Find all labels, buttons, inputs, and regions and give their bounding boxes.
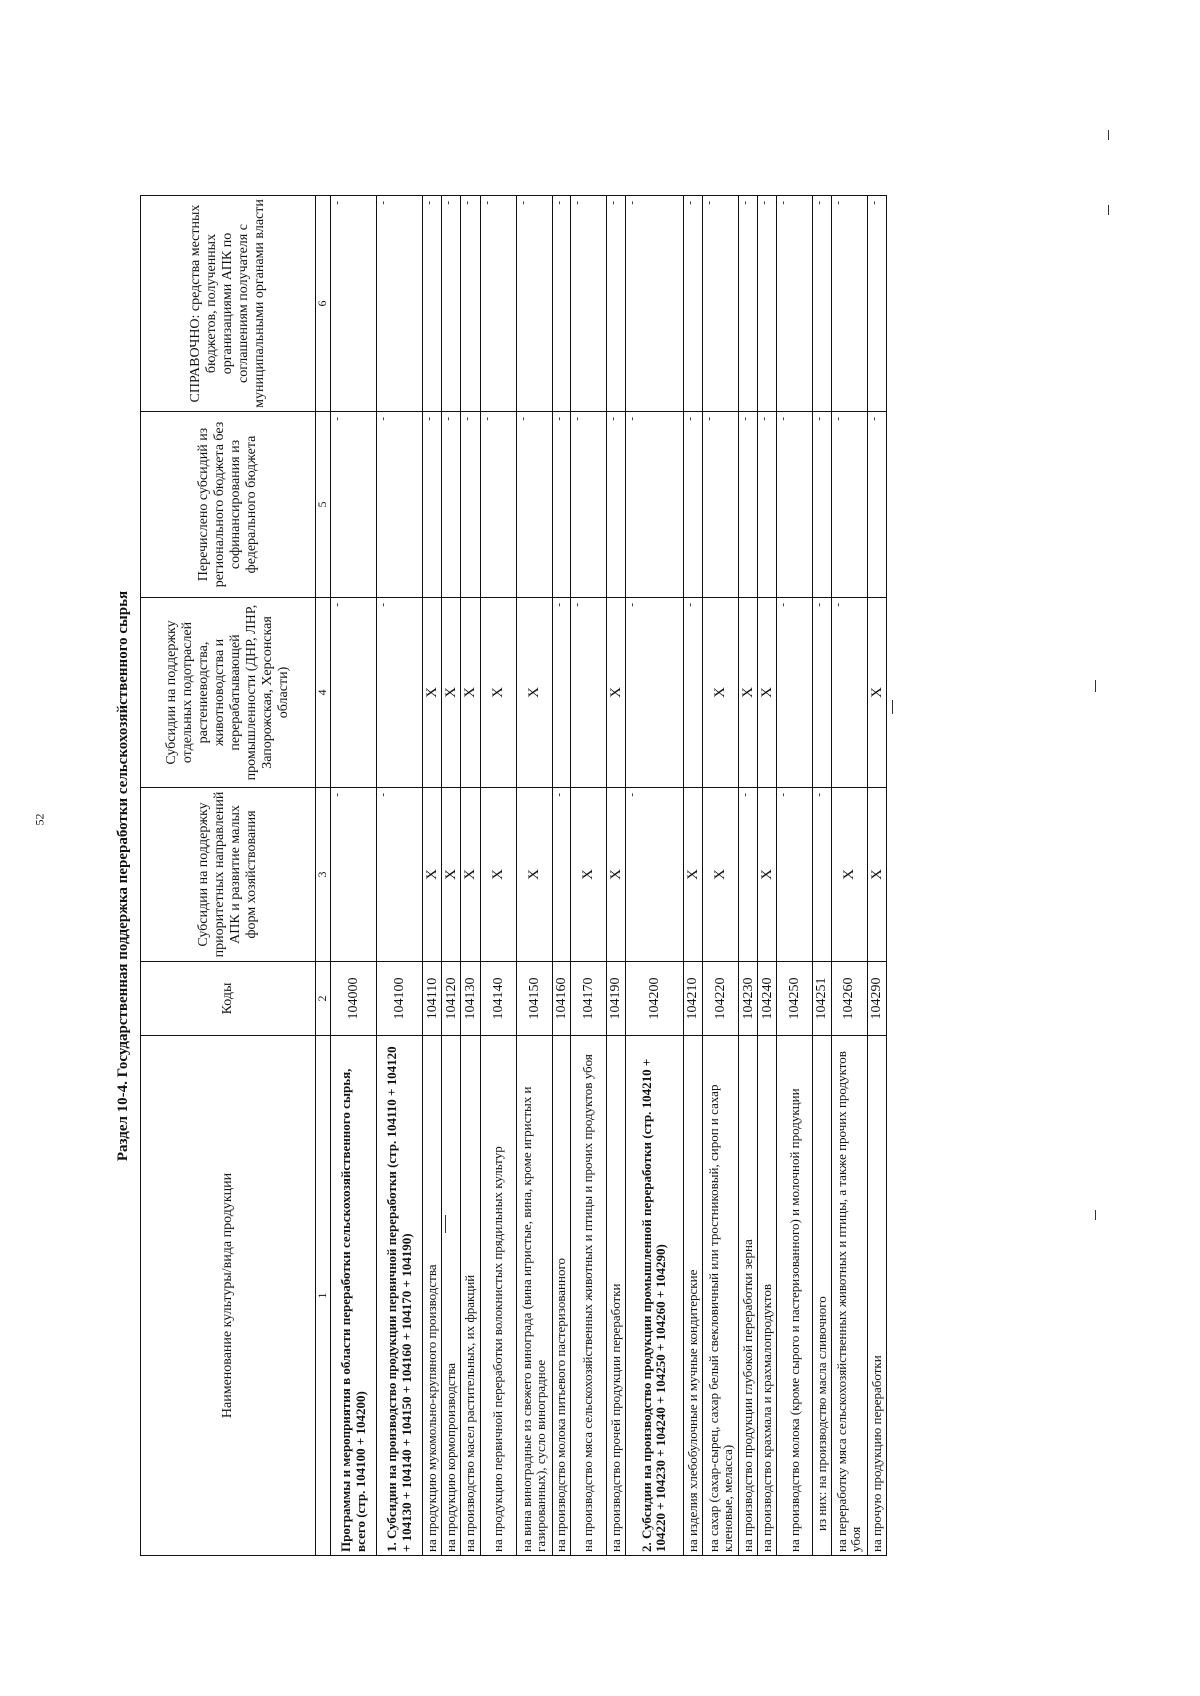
cell-col3: - (739, 788, 758, 962)
column-number: 4 (316, 598, 331, 788)
cell-col3: - (331, 788, 377, 962)
row-code: 104110 (423, 962, 442, 1036)
cell-col5: - (625, 412, 683, 598)
cell-col5: - (570, 412, 606, 598)
cell-col3: X (461, 788, 480, 962)
cell-col3: X (867, 788, 886, 962)
cell-col5: - (813, 412, 831, 598)
table-row (377, 196, 423, 1556)
cell-col3: - (552, 788, 570, 962)
header-subsector-subsidies: Субсидии на поддержку отдельных подотраслей растениеводства, животноводства и перерабатывающей промышленности (ДНР, ЛНР, Запорожская, Херсонская области) (141, 598, 316, 788)
cell-col5: - (331, 412, 377, 598)
cell-col6: - (813, 196, 831, 412)
cell-col5: - (831, 412, 867, 598)
cell-col3: X (683, 788, 702, 962)
row-name: на производство продукции глубокой переработки зерна (739, 1036, 758, 1556)
cell-col5: - (461, 412, 480, 598)
cell-col6: - (683, 196, 702, 412)
cell-col5: - (739, 412, 758, 598)
cell-col6: - (831, 196, 867, 412)
rotated-page (110, 196, 1090, 1556)
header-name: Наименование культуры/вида продукции (141, 1036, 316, 1556)
table-row (831, 196, 867, 1556)
cell-col4: X (442, 598, 461, 788)
row-code: 104230 (739, 962, 758, 1036)
row-name: на производство прочей продукции переработки (606, 1036, 625, 1556)
header-priority-subsidies: Субсидии на поддержку приоритетных направлений АПК и развитие малых форм хозяйствования (141, 788, 316, 962)
cell-col6: - (625, 196, 683, 412)
cell-col5: - (703, 412, 739, 598)
cell-col5: - (516, 412, 552, 598)
table-row (758, 196, 777, 1556)
cell-col4: - (377, 598, 423, 788)
cell-col5: - (377, 412, 423, 598)
cell-col6: - (606, 196, 625, 412)
cell-col6: - (480, 196, 516, 412)
cell-col3: X (442, 788, 461, 962)
cell-col5: - (606, 412, 625, 598)
cell-col3: X (570, 788, 606, 962)
row-name: Программы и мероприятия в области переработки сельскохозяйственного сырья, всего (стр. 104100 + 104200) (331, 1036, 377, 1556)
cell-col6: - (777, 196, 813, 412)
cell-col4: - (625, 598, 683, 788)
row-code: 104260 (831, 962, 867, 1036)
cell-col5: - (552, 412, 570, 598)
table-row (625, 196, 683, 1556)
cell-col4: - (683, 598, 702, 788)
header-local-budgets: СПРАВОЧНО: средства местных бюджетов, полученных организациями АПК по соглашениям получателя с муниципальными органами власти (141, 196, 316, 412)
cell-col4: - (552, 598, 570, 788)
row-name: 1. Субсидии на производство продукции первичной переработки (стр. 104110 + 104120 + 104130 + 104140 + 104150 + 104160 + 104170 + 104190) (377, 1036, 423, 1556)
cell-col4: X (423, 598, 442, 788)
cell-col6: - (739, 196, 758, 412)
cell-col6: - (442, 196, 461, 412)
table-row (423, 196, 442, 1556)
cell-col4: X (461, 598, 480, 788)
header-row (141, 196, 316, 1556)
cell-col3: X (516, 788, 552, 962)
cell-col3: X (480, 788, 516, 962)
cell-col3: X (758, 788, 777, 962)
cell-col5: - (423, 412, 442, 598)
table-row (480, 196, 516, 1556)
cell-col5: - (683, 412, 702, 598)
cell-col6: - (423, 196, 442, 412)
row-name: на продукцию первичной переработки волокнистых прядильных культур (480, 1036, 516, 1556)
cell-col4: - (331, 598, 377, 788)
row-name: на производство крахмала и крахмалопродуктов (758, 1036, 777, 1556)
row-code: 104290 (867, 962, 886, 1036)
cell-col6: - (758, 196, 777, 412)
row-name: на изделия хлебобулочные и мучные кондитерские (683, 1036, 702, 1556)
cell-col4: - (831, 598, 867, 788)
row-code: 104210 (683, 962, 702, 1036)
table-row (442, 196, 461, 1556)
cell-col4: - (777, 598, 813, 788)
table-row (867, 196, 886, 1556)
row-name: на производство молока питьевого пастеризованного (552, 1036, 570, 1556)
cell-col6: - (552, 196, 570, 412)
cell-col4: - (570, 598, 606, 788)
cell-col6: - (516, 196, 552, 412)
cell-col4: - (813, 598, 831, 788)
scan-mark (1095, 680, 1096, 692)
row-code: 104190 (606, 962, 625, 1036)
row-code: 104150 (516, 962, 552, 1036)
table-row (570, 196, 606, 1556)
row-name: на прочую продукцию переработки (867, 1036, 886, 1556)
scan-mark (1108, 130, 1109, 140)
row-name: на производство мяса сельскохозяйственных животных и птицы и прочих продуктов убоя (570, 1036, 606, 1556)
cell-col6: - (570, 196, 606, 412)
cell-col6: - (703, 196, 739, 412)
table-row (777, 196, 813, 1556)
cell-col4: X (480, 598, 516, 788)
row-name: на производство масел растительных, их фракций (461, 1036, 480, 1556)
table-row (606, 196, 625, 1556)
row-name: на продукцию мукомольно-крупяного производства (423, 1036, 442, 1556)
column-number: 1 (316, 1036, 331, 1556)
subsidy-table (140, 195, 887, 1556)
table-row (813, 196, 831, 1556)
column-number: 5 (316, 412, 331, 598)
table-row (552, 196, 570, 1556)
table-row (461, 196, 480, 1556)
cell-col5: - (442, 412, 461, 598)
cell-col3: X (423, 788, 442, 962)
column-number-row (316, 196, 331, 1556)
column-number: 3 (316, 788, 331, 962)
cell-col6: - (377, 196, 423, 412)
row-code: 104000 (331, 962, 377, 1036)
row-code: 104100 (377, 962, 423, 1036)
row-code: 104200 (625, 962, 683, 1036)
row-code: 104140 (480, 962, 516, 1036)
cell-col3: - (813, 788, 831, 962)
cell-col6: - (461, 196, 480, 412)
table-row (739, 196, 758, 1556)
cell-col3: X (703, 788, 739, 962)
row-name: на сахар (сахар-сырец, сахар белый свекловичный или тростниковый, сироп и сахар кленовые, меласса) (703, 1036, 739, 1556)
cell-col3: X (831, 788, 867, 962)
cell-col5: - (758, 412, 777, 598)
row-name: на производство молока (кроме сырого и пастеризованного) и молочной продукции (777, 1036, 813, 1556)
column-number: 2 (316, 962, 331, 1036)
header-codes: Коды (141, 962, 316, 1036)
scan-mark (1095, 1210, 1096, 1220)
row-name: 2. Субсидии на производство продукции промышленной переработки (стр. 104210 + 104220 + 104230 + 104240 + 104250 + 104260 + 104290) (625, 1036, 683, 1556)
cell-col4: X (703, 598, 739, 788)
row-code: 104160 (552, 962, 570, 1036)
page-number: 52 (32, 813, 47, 826)
section-title: Раздел 10-4. Государственная поддержка переработки сельскохозяйственного сырья (115, 590, 131, 1162)
cell-col3: X (606, 788, 625, 962)
row-name: из них: на производство масла сливочного (813, 1036, 831, 1556)
table-row (683, 196, 702, 1556)
row-code: 104220 (703, 962, 739, 1036)
scan-mark (1108, 205, 1109, 215)
table-row (331, 196, 377, 1556)
row-code: 104240 (758, 962, 777, 1036)
row-code: 104120 (442, 962, 461, 1036)
header-regional-subsidies: Перечислено субсидий из регионального бюджета без софинансирования из федерального бюджета (141, 412, 316, 598)
row-code: 104250 (777, 962, 813, 1036)
cell-col6: - (331, 196, 377, 412)
row-code: 104130 (461, 962, 480, 1036)
row-code: 104170 (570, 962, 606, 1036)
cell-col4: X (739, 598, 758, 788)
column-number: 6 (316, 196, 331, 412)
cell-col3: - (625, 788, 683, 962)
table-row (516, 196, 552, 1556)
cell-col6: - (867, 196, 886, 412)
table-row (703, 196, 739, 1556)
row-name: на переработку мяса сельскохозяйственных животных и птицы, а также прочих продуктов убоя (831, 1036, 867, 1556)
cell-col5: - (777, 412, 813, 598)
cell-col4: X (758, 598, 777, 788)
cell-col5: - (867, 412, 886, 598)
cell-col5: - (480, 412, 516, 598)
row-name: на продукцию кормопроизводства (442, 1036, 461, 1556)
cell-col4: X (606, 598, 625, 788)
cell-col3: - (777, 788, 813, 962)
row-name: на вина виноградные из свежего винограда (вина игристые, вина, кроме игристых и газированных), сусло виноградное (516, 1036, 552, 1556)
cell-col3: - (377, 788, 423, 962)
cell-col4: X (516, 598, 552, 788)
cell-col4: X (867, 598, 886, 788)
row-code: 104251 (813, 962, 831, 1036)
